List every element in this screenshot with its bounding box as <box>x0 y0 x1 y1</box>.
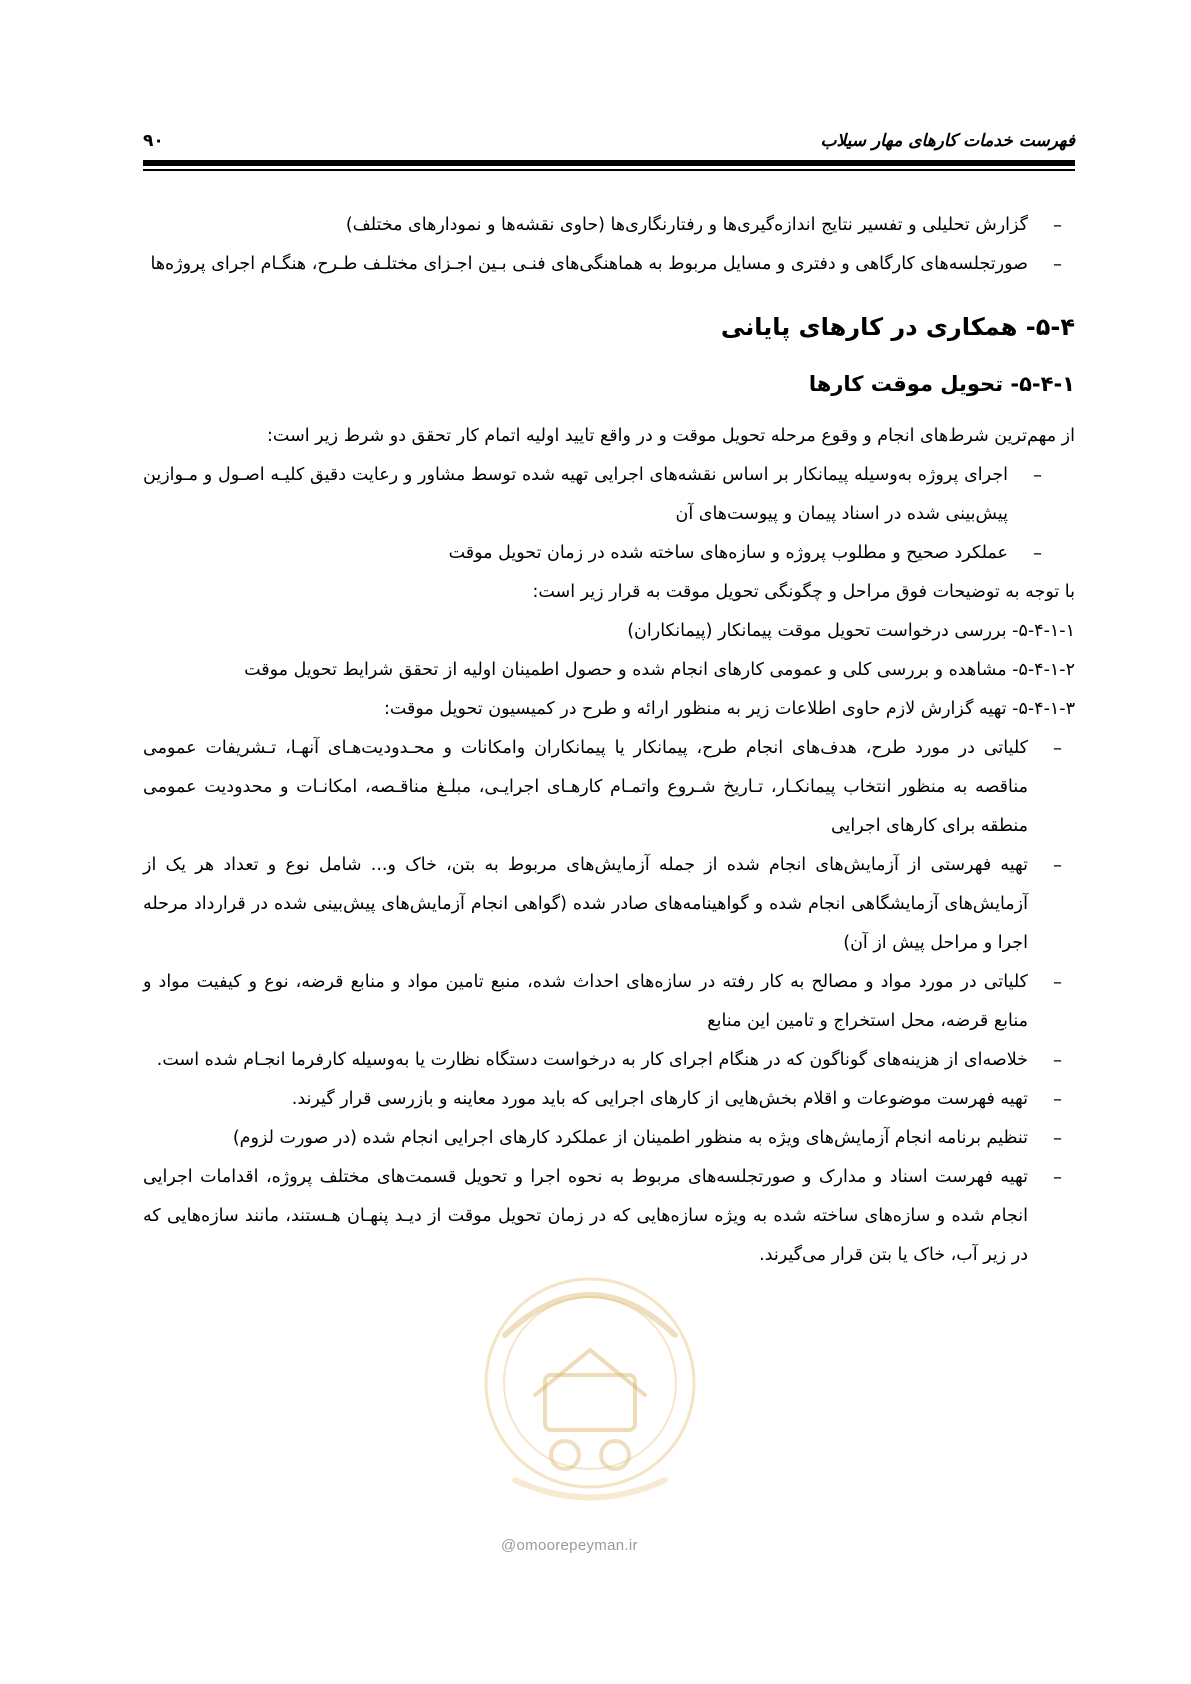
list-item <box>143 456 1075 534</box>
report-item-text: تنظیم برنامه انجام آزمایش‌های ویژه به منظور اطمینان از عملکرد کارهای اجرایی انجام شده (در صورت لزوم) <box>232 1128 1028 1148</box>
condition-text: اجرای پروژه به‌وسیله پیمانکار بر اساس نقشه‌های اجرایی تهیه شده توسط مشاور و رعایت دقیق کلیـه اصـول و مـوازین پیش‌بینی شده در اسناد پیمان و پیوست‌های آن <box>143 465 1008 524</box>
dash-bullet: – <box>1053 1089 1062 1110</box>
transition-paragraph: با توجه به توضیحات فوق مراحل و چگونگی تحویل موقت به قرار زیر است: <box>532 582 1075 602</box>
header-title: فهرست خدمات کارهای مهار سیلاب <box>820 131 1075 151</box>
dash-bullet: – <box>1053 215 1062 236</box>
list-item <box>143 206 1075 245</box>
dash-bullet: – <box>1053 855 1062 876</box>
step-item: ۵-۴-۱-۲- مشاهده و بررسی کلی و عمومی کارهای انجام شده و حصول اطمینان اولیه از تحقق شرایط تحویل موقت <box>244 660 1075 680</box>
list-item <box>143 846 1075 963</box>
report-item-text: تهیه فهرست اسناد و مدارک و صورتجلسه‌های مربوط به نحوه اجرا و تحویل قسمت‌های مختلف پروژه، اقدامات اجرایی انجام شده و سازه‌های ساخته شده به ویژه سازه‌هایی که در زمان تحویل موقت از دیـد پنهـان هـستند، مانند سازه‌هایی که در زیر آب، خاک یا بتن قرار می‌گیرند. <box>143 1167 1028 1265</box>
intro-paragraph: از مهم‌ترین شرط‌های انجام و وقوع مرحله تحویل موقت و در واقع تایید اولیه اتمام کار تحقق دو شرط زیر است: <box>266 426 1075 446</box>
report-item-text: کلیاتی در مورد مواد و مصالح به کار رفته در سازه‌های احداث شده، منبع تامین مواد و منابع قرضه، نوع و کیفیت مواد و منابع قرضه، محل استخراج و تامین این منابع <box>143 972 1028 1031</box>
dash-bullet: – <box>1053 972 1062 993</box>
list-item <box>143 963 1075 1041</box>
watermark-text: @omoorepeyman.ir <box>501 1537 638 1554</box>
bullet-text: گزارش تحلیلی و تفسیر نتایج اندازه‌گیری‌ها و رفتارنگاری‌ها (حاوی نقشه‌ها و نمودارهای مختلف) <box>345 215 1028 235</box>
report-item-text: کلیاتی در مورد طرح، هدف‌های انجام طرح، پیمانکار یا پیمانکاران وامکانات و محـدودیت‌هـای آنهـا، تـشریفات عمومی مناقصه به منظور انتخاب پیمانکـار، تـاریخ شـروع واتمـام کارهـای اجرایـی، مبلـغ مناقـصه، امکانـات و محدودیت عمومی منطقه برای کارهای اجرایی <box>143 738 1028 836</box>
report-item-text: خلاصه‌ای از هزینه‌های گوناگون که در هنگام اجرای کار به درخواست دستگاه نظارت یا به‌وسیله کارفرما انجـام شده است. <box>156 1050 1028 1070</box>
dash-bullet: – <box>1053 254 1062 275</box>
report-item-text: تهیه فهرستی از آزمایش‌های انجام شده از جمله آزمایش‌های مربوط به بتن، خاک و... شامل نوع و تعداد هر یک از آزمایش‌های آزمایشگاهی انجام شده و گواهینامه‌های صادر شده (گواهی انجام آزمایش‌های پیش‌بینی شده در قرارداد مرحله اجرا و مراحل پیش از آن) <box>143 855 1028 953</box>
watermark-seal-icon <box>475 1265 705 1515</box>
header-rule-thick <box>143 160 1075 166</box>
step-item: ۵-۴-۱-۱- بررسی درخواست تحویل موقت پیمانکار (پیمانکاران) <box>627 621 1075 641</box>
page-body <box>143 206 1075 1275</box>
list-item <box>143 534 1075 573</box>
list-item <box>143 245 1075 284</box>
dash-bullet: – <box>1053 1167 1062 1188</box>
subsection-heading: ۵-۴-۱- تحویل موقت کارها <box>808 372 1075 396</box>
condition-text: عملکرد صحیح و مطلوب پروژه و سازه‌های ساخته شده در زمان تحویل موقت <box>448 543 1008 563</box>
bullet-text: صورتجلسه‌های کارگاهی و دفتری و مسایل مربوط به هماهنگی‌های فنـی بـین اجـزای مختلـف طـرح، هنگـام اجرای پروژه‌ها <box>150 254 1028 274</box>
list-item <box>143 729 1075 846</box>
dash-bullet: – <box>1053 1050 1062 1071</box>
dash-bullet: – <box>1033 543 1042 564</box>
list-item <box>143 1041 1075 1080</box>
step-item: ۵-۴-۱-۳- تهیه گزارش لازم حاوی اطلاعات زیر به منظور ارائه و طرح در کمیسیون تحویل موقت: <box>383 699 1075 719</box>
dash-bullet: – <box>1033 465 1042 486</box>
page-header <box>143 120 1075 180</box>
page-number: ۹۰ <box>143 131 164 151</box>
report-item-text: تهیه فهرست موضوعات و اقلام بخش‌هایی از کارهای اجرایی که باید مورد معاینه و بازرسی قرار گیرند. <box>291 1089 1028 1109</box>
section-heading: ۵-۴- همکاری در کارهای پایانی <box>720 313 1075 341</box>
list-item <box>143 1080 1075 1119</box>
header-rule-thin <box>143 169 1075 171</box>
dash-bullet: – <box>1053 1128 1062 1149</box>
list-item <box>143 1158 1075 1275</box>
list-item <box>143 1119 1075 1158</box>
dash-bullet: – <box>1053 738 1062 759</box>
